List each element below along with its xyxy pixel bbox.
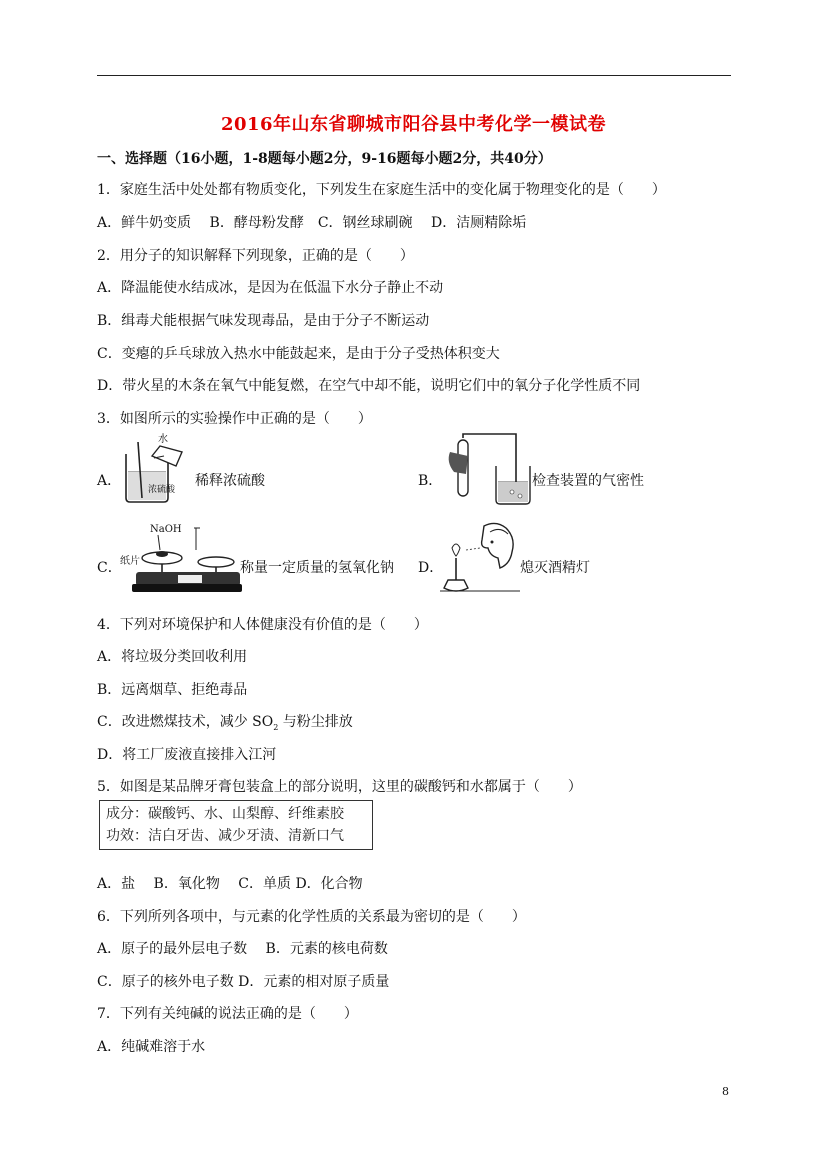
- q3-d-label: D．: [418, 560, 444, 576]
- fig-c-text-naoh: NaOH: [150, 524, 182, 535]
- q3-a-label: A．: [97, 473, 122, 489]
- page-number: 8: [722, 1085, 729, 1098]
- weigh-naoh-figure: [118, 520, 242, 596]
- q5-options: A．盐 B．氧化物 C．单质 D．化合物: [97, 876, 363, 892]
- q1-options: A．鲜牛奶变质 B．酵母粉发酵 C．钢丝球刷碗 D．洁厕精除垢: [97, 215, 527, 231]
- q2-option-d: D．带火星的木条在氧气中能复燃，在空气中却不能，说明它们中的氧分子化学性质不同: [97, 378, 641, 394]
- q4-option-d: D．将工厂废液直接排入江河: [97, 747, 277, 763]
- q2-option-c: C．变瘪的乒乓球放入热水中能鼓起来，是由于分子受热体积变大: [97, 346, 500, 362]
- airtight-check-figure: [440, 432, 532, 506]
- q3-stem: 3．如图所示的实验操作中正确的是（ ）: [97, 411, 372, 427]
- q1-stem: 1．家庭生活中处处都有物质变化，下列发生在家庭生活中的变化属于物理变化的是（ ）: [97, 182, 666, 198]
- q4-option-a: A．将垃圾分类回收利用: [97, 649, 248, 665]
- q2-option-b: B．缉毒犬能根据气味发现毒品，是由于分子不断运动: [97, 313, 430, 329]
- q4-c-text-end: 与粉尘排放: [278, 714, 353, 730]
- q2-stem: 2．用分子的知识解释下列现象，正确的是（ ）: [97, 248, 414, 264]
- q6-options-cd: C．原子的核外电子数 D．元素的相对原子质量: [97, 974, 390, 990]
- q7-option-a: A．纯碱难溶于水: [97, 1039, 206, 1055]
- q4-c-subscript: 2: [273, 722, 279, 732]
- q4-option-c: [97, 713, 353, 737]
- q4-c-text: C．改进燃煤技术，减少 SO: [97, 714, 274, 730]
- q3-a-caption: 稀释浓硫酸: [195, 473, 265, 489]
- q3-c-caption: 称量一定质量的氢氧化钠: [240, 560, 394, 576]
- dilute-acid-figure: [120, 432, 192, 504]
- q4-stem: 4．下列对环境保护和人体健康没有价值的是（ ）: [97, 617, 428, 633]
- q6-options-ab: A．原子的最外层电子数 B．元素的核电荷数: [97, 941, 388, 957]
- q3-d-caption: 熄灭酒精灯: [520, 560, 590, 576]
- q3-b-label: B．: [418, 473, 443, 489]
- q7-stem: 7．下列有关纯碱的说法正确的是（ ）: [97, 1006, 358, 1022]
- box-ingredients: 成分：碳酸钙、水、山梨醇、纤维素胶: [106, 806, 344, 822]
- fig-a-text-water: 水: [158, 434, 168, 445]
- box-effects: 功效：洁白牙齿、减少牙渍、清新口气: [106, 828, 344, 844]
- q4-option-b: B．远离烟草、拒绝毒品: [97, 682, 248, 698]
- section-heading: 一、选择题（16小题，1-8题每小题2分，9-16题每小题2分，共40分）: [97, 151, 552, 167]
- q6-stem: 6．下列所列各项中，与元素的化学性质的关系最为密切的是（ ）: [97, 909, 526, 925]
- extinguish-lamp-figure: [440, 518, 520, 594]
- fig-c-text-paper: 纸片: [120, 556, 140, 567]
- q5-stem: 5．如图是某品牌牙膏包装盒上的部分说明，这里的碳酸钙和水都属于（ ）: [97, 779, 582, 795]
- q3-c-label: C．: [97, 560, 122, 576]
- toothpaste-label-box: [99, 800, 373, 850]
- fig-a-text-acid: 浓硫酸: [148, 485, 176, 495]
- q3-b-caption: 检查装置的气密性: [532, 473, 644, 489]
- page-title: 2016年山东省聊城市阳谷县中考化学一模试卷: [220, 114, 607, 135]
- q2-option-a: A．降温能使水结成冰，是因为在低温下水分子静止不动: [97, 280, 444, 296]
- header-rule: [97, 75, 731, 76]
